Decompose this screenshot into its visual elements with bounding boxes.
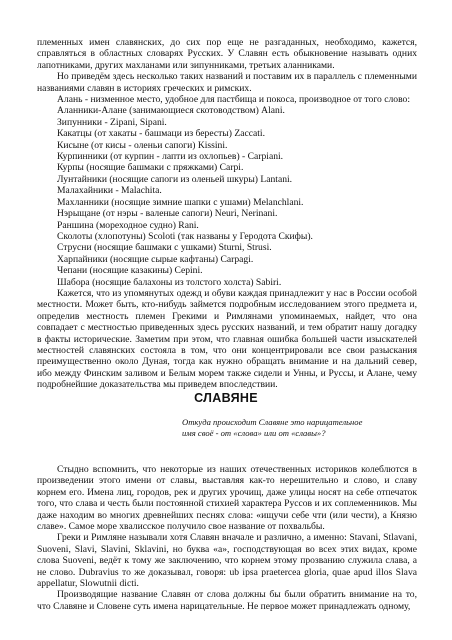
list-item: Раншина (мореходное судно) Rani. <box>57 219 199 231</box>
section-title: СЛАВЯНЕ <box>194 391 258 405</box>
paragraph: племенных имен славянских, до сих пор еще не разгаданных, необходимо, кажется, справляться в областных словарях Русских. У Славян есть обыкновение называть одних лапотниками, других махланами или зипунниками, третьих аланниками. <box>37 37 417 71</box>
list-item: Махланники (носящие зимние шапки с ушами) Melanchlani. <box>57 196 304 208</box>
list-item: Курпы (носящие башмаки с пряжками) Carpi. <box>57 162 244 174</box>
upper-text-block <box>37 37 417 391</box>
list-item: Лунтайники (носящие сапоги из оленьей шкуры) Lantani. <box>57 173 293 185</box>
list-item: Харпайники (носящие сырые кафтаны) Carpagi. <box>57 253 254 265</box>
paragraph: Кажется, что из упомянутых одежд и обуви каждая принадлежит у нас в России особой местности. Может быть, кто-нибудь займется подробным исследованием этого предмета и, определив местность племен Грекими и Римлянами упоминаемых, найдет, что она совпадает с местностью приведенных здесь русских названий, и тем обратит нашу догадку в факты исторические. Заметим при этом, что главная ошибка большей части изыскателей местностей славянских состояла в том, что они концентрировали все свои разыскания преимущественно около Дуная, тогда как нужно обращать внимание и на дальний север, ибо между Финским заливом и Белым морем также сидели и Унны, и Руссы, и Алане, чему подробнейшие доказательства мы приведем впоследствии. <box>37 287 417 391</box>
list-item: Нэрыщане (от нэры - валеные сапоги) Neuri, Nerinani. <box>57 208 278 220</box>
list-item: Сколоты (хлопотуны) Scoloti (так названы у Геродота Скифы). <box>57 230 313 242</box>
list-item: Кисыне (от кисы - оленьи сапоги) Kissini. <box>57 139 228 151</box>
lower-text-block <box>37 464 417 612</box>
list-item: Какатцы (от хакаты - башмаци из бересты) Zaccati. <box>57 128 265 140</box>
epigraph-line: имя своё - от «слова» или от «славы»? <box>182 428 326 438</box>
paragraph: Греки и Римляне называли хотя Славян вначале и различно, а именно: Stavani, Stlavani, Suoveni, Slavi, Slavini, Sklavini, но буква «а», господствующая во всех этих видах, кроме слова Suoveni, ведёт к тому же заключению, что корнем этому прозванию служила слава, а не слово. Dubravius то же доказывал, говоря: ub ipsa praetercea gloria, quae apud illos Slava appellatur, Slowutnii dicti. <box>37 532 417 590</box>
list-item: Аланники-Алане (занимающиеся скотоводством) Alani. <box>57 105 285 117</box>
list-item: Струсни (носящие башмаки с ушками) Sturni, Strusi. <box>57 242 272 254</box>
list-item: Шабора (носящие балахоны из толстого холста) Sabiri. <box>57 276 282 288</box>
list-item: Малахайники - Malachita. <box>57 185 162 197</box>
paragraph: Но приведём здесь несколько таких названий и поставим их в параллель с племенными названиями славян в историях греческих и римских. <box>37 71 417 94</box>
paragraph: Производящие название Славян от слова должны бы были обратить внимание на то, что Славяне и Словене суть имена нарицательные. Не первое может принадлежать одному, <box>37 589 417 612</box>
epigraph-line: Откуда происходит Славяне это нарицательное <box>182 417 363 427</box>
epigraph <box>182 417 382 439</box>
paragraph: Стыдно вспомнить, что некоторые из наших отечественных историков колеблются в произведении этого имени от славы, выставляя как-то нерешительно и слово, и славу корнем его. Имена лиц, городов, рек и других урочищ, даже улицы носят на себе отпечаток того, что слава и честь были постоянной стихией характера Руссов и их соплеменников. Мы даже находим во многих древнейших песнях слова: «ищучи себе чти (или чести), а Князю славе». Самое море хвалисское получило свое название от похвальбы. <box>37 464 417 533</box>
list-item: Зипунники - Zipani, Sipani. <box>57 116 167 128</box>
name-list <box>37 94 417 288</box>
list-item: Чепани (носящие казакины) Cepini. <box>57 265 203 277</box>
list-item: Алань - низменное место, удобное для пастбища и покоса, производное от того слово: <box>57 94 411 106</box>
list-item: Курпинники (от курпин - лапти из охлопьев) - Carpiani. <box>57 151 284 163</box>
